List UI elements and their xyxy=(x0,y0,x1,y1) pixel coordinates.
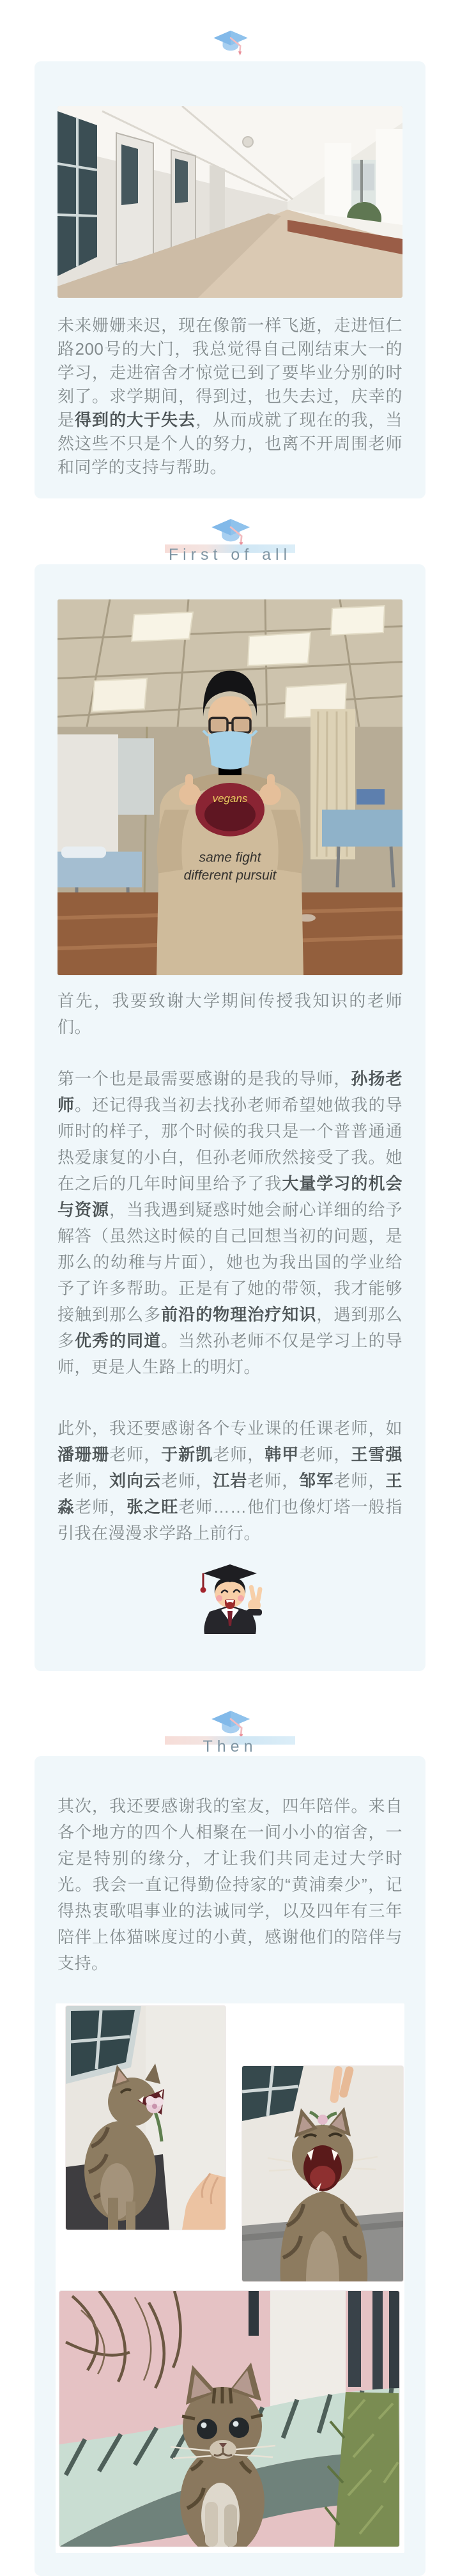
teachers-paragraph-3: 此外，我还要感谢各个专业课的任课老师，如潘珊珊老师，于新凯老师，韩甲老师，王雪强老师，刘向云老师，江岩老师，邹军老师，王淼老师，张之旺老师……他们也像灯塔一般指引我在漫漫求学路上前行。 xyxy=(57,1419,402,1543)
teachers-paragraph-2: 第一个也是最需要感谢的是我的导师，孙扬老师。还记得我当初去找孙老师希望她做我的导师时的样子，那个时候的我只是一个普普通通热爱康复的小白，但孙老师欣然接受了我。她在之后的几年时间里给予了我大量学习的机会与资源，当我遇到疑惑时她会耐心详细的给予解答（虽然这时候的自己回想当初的问题，是那么的幼稚与片面），她也为我出国的学业给予了许多帮助。正是有了她的带领，我才能够接触到那么多前沿的物理治疗知识，遇到那么多优秀的同道。当然孙老师不仅是学习上的导师，更是人生路上的明灯。 xyxy=(57,1069,402,1377)
cat-photo-yawn[interactable] xyxy=(242,2066,403,2281)
corridor-photo[interactable] xyxy=(57,106,402,298)
cat-photo-collage xyxy=(56,2003,404,2553)
student-photo-illustration xyxy=(57,599,402,975)
corridor-photo-illustration xyxy=(57,106,402,298)
section-title: First of all xyxy=(168,546,292,564)
section-teachers xyxy=(34,564,425,1671)
student-photo[interactable] xyxy=(57,599,402,975)
graduation-cap-icon xyxy=(210,518,250,548)
hoodie-slogan-line1: same fight xyxy=(199,850,261,865)
section-header-first-of-all xyxy=(0,518,460,564)
roommates-paragraph: 其次，我还要感谢我的室友，四年陪伴。来自各个地方的四个人相聚在一间小小的宿舍，一定是特别的缘分，才让我们共同走过大学时光。我会一直记得勤俭持家的“黄浦秦少”，记得热衷歌唱事业的法诚同学，以及四年有三年陪伴上体猫咪度过的小黄，感谢他们的陪伴与支持。 xyxy=(57,1796,402,1973)
section-intro xyxy=(34,61,425,498)
teachers-paragraph-1: 首先，我要致谢大学期间传授我知识的老师们。 xyxy=(57,991,402,1037)
graduation-cap-icon xyxy=(210,1709,250,1739)
hoodie-slogan-line2: different pursuit xyxy=(183,868,277,883)
graduate-cartoon-illustration xyxy=(197,1561,264,1634)
cat-photo-flower[interactable] xyxy=(66,2006,226,2230)
kitten-photo[interactable] xyxy=(59,2291,399,2547)
graduation-cap-icon xyxy=(0,0,460,56)
intro-paragraph: 未来姗姗来迟，现在像箭一样飞逝，走进恒仁路200号的大门，我总觉得自己刚结束大一的学习，走进宿舍才惊觉已到了要毕业分别的时刻了。求学期间，得到过，也失去过，庆幸的是得到的大于失去，从而成就了现在的我，当然这些不只是个人的努力，也离不开周围老师和同学的支持与帮助。 xyxy=(57,316,402,477)
cat-yawn-illustration xyxy=(242,2066,403,2281)
section-title: Then xyxy=(203,1738,257,1755)
kitten-illustration xyxy=(59,2291,399,2547)
section-roommates xyxy=(34,1756,425,2576)
graduate-sticker[interactable] xyxy=(57,1561,402,1634)
cat-flower-illustration xyxy=(66,2006,226,2230)
section-header-then xyxy=(0,1709,460,1756)
hoodie-badge-text: vegans xyxy=(212,792,248,805)
